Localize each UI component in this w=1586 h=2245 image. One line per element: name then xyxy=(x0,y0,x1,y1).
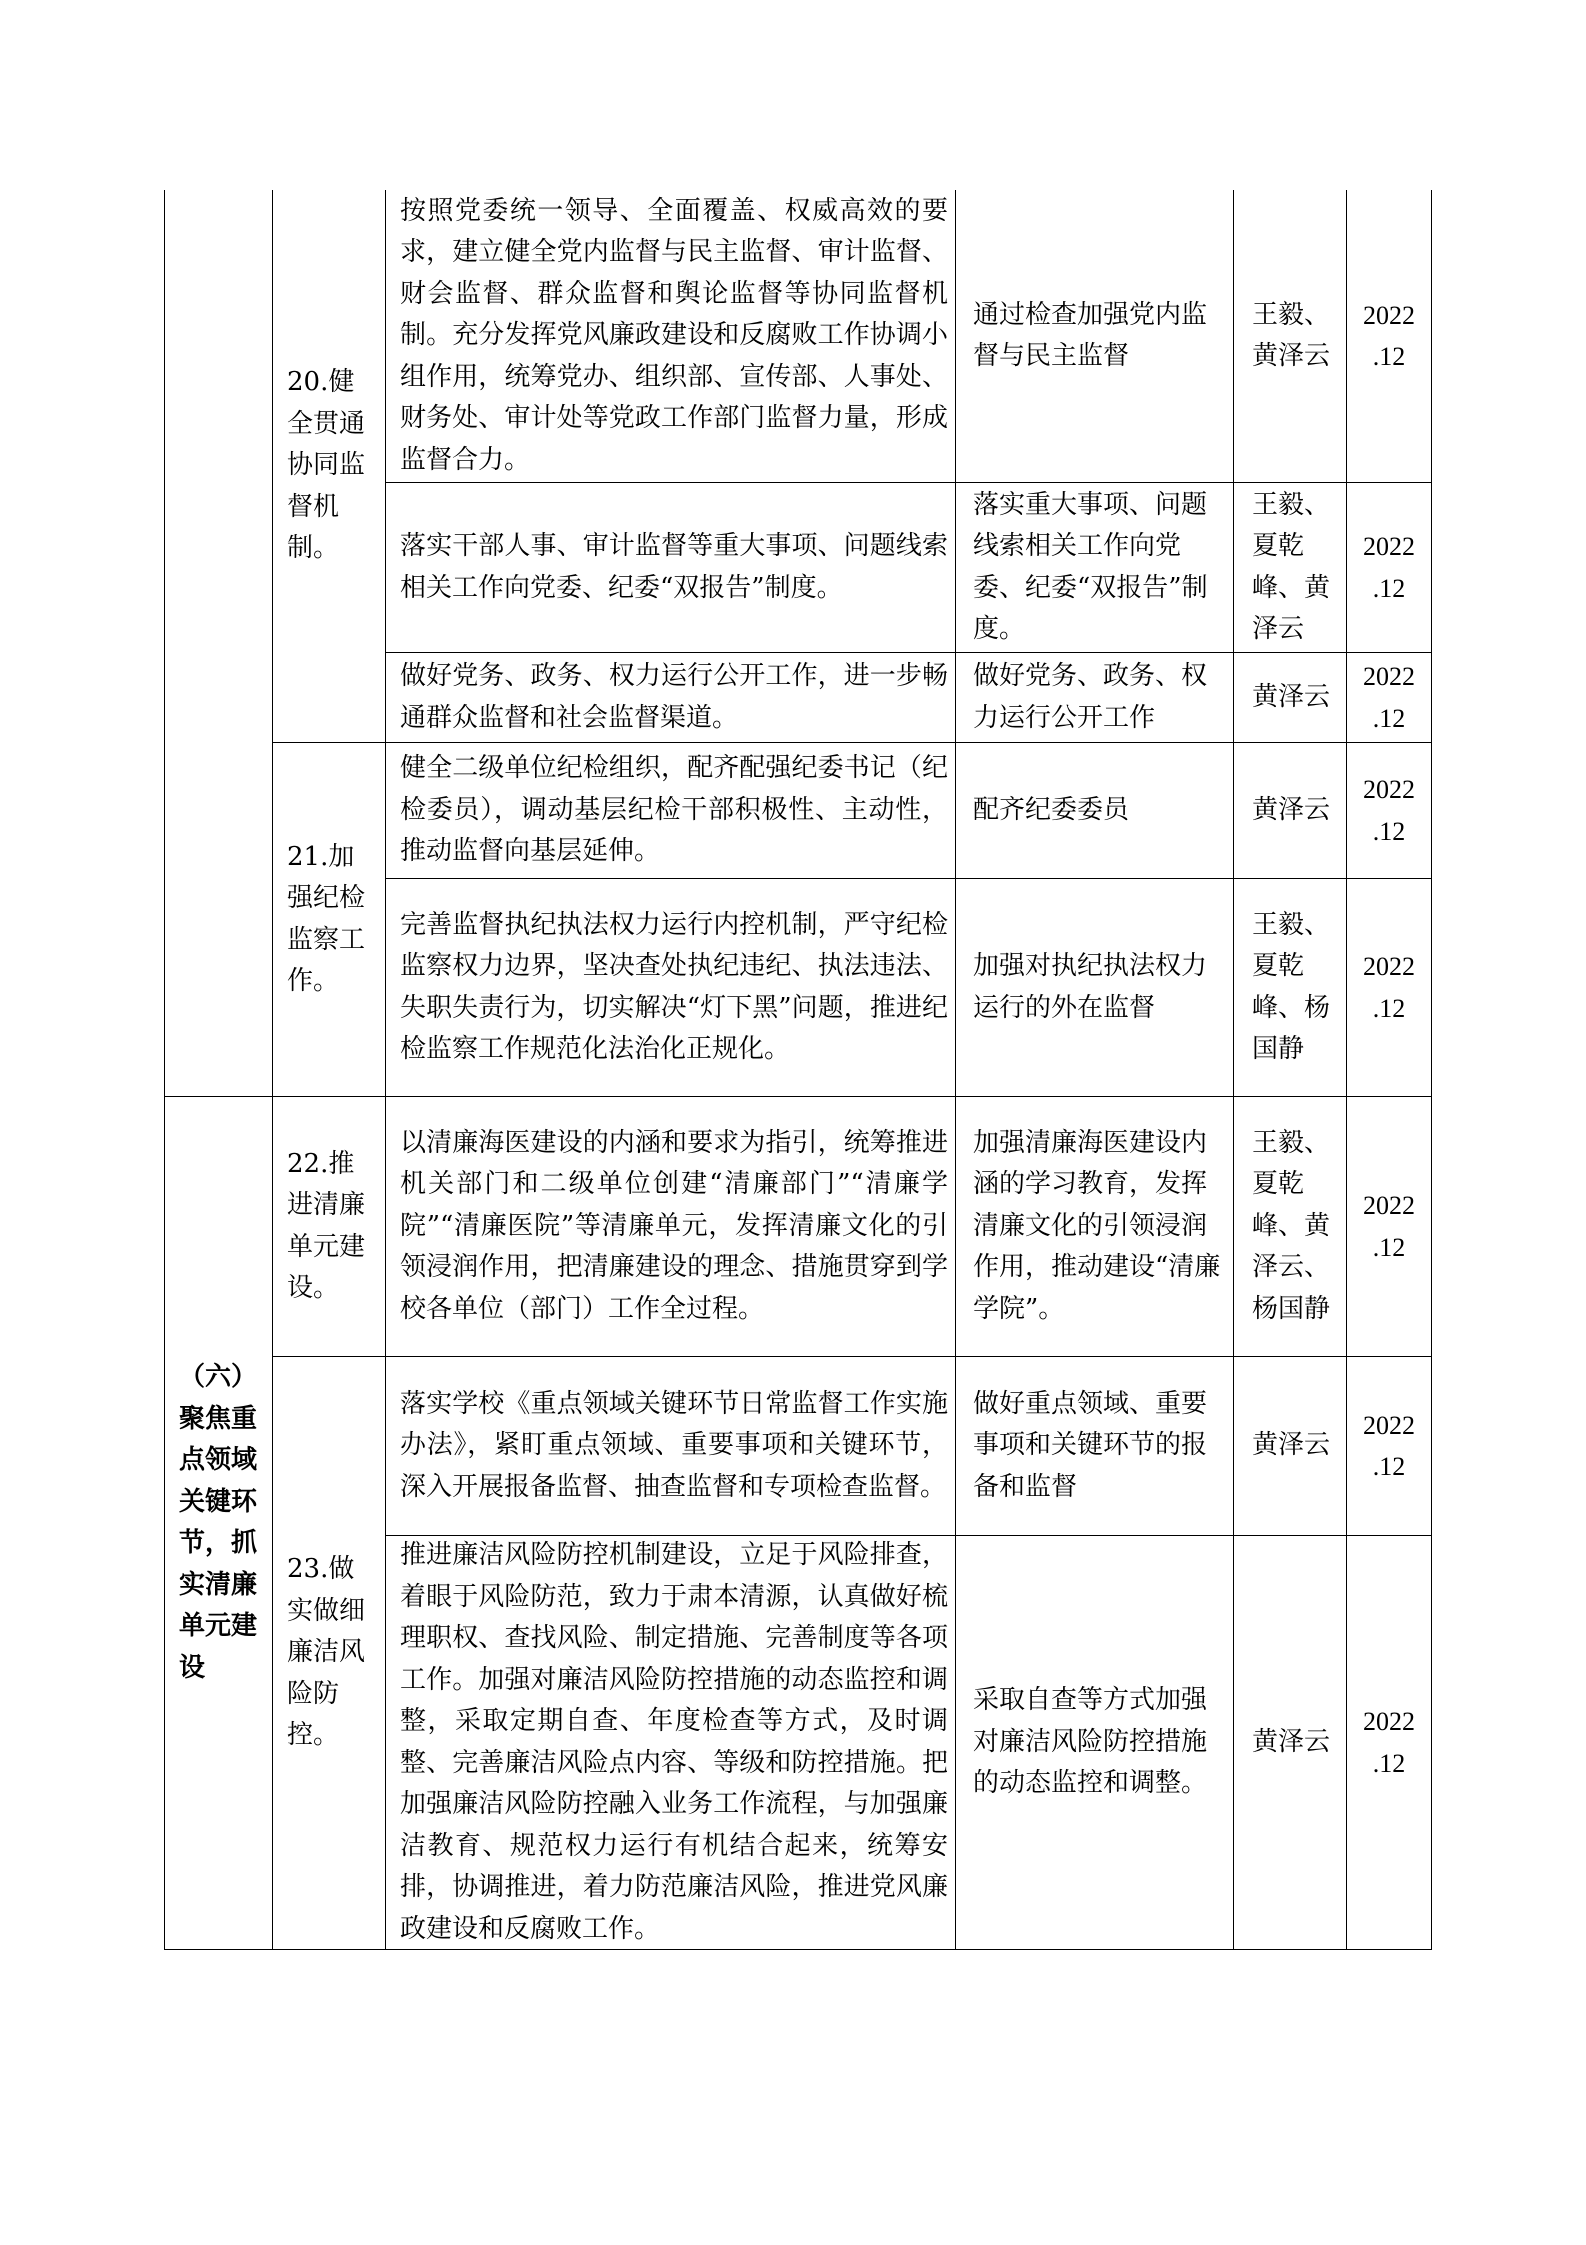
task-20-measure-1-deadline: 2022.12 xyxy=(1363,300,1415,371)
task-20-measure-3-owner: 黄泽云 xyxy=(1252,681,1331,712)
task-20-measure-2-deadline-cell xyxy=(1347,483,1432,653)
task-23-measure-1-target-cell xyxy=(956,1357,1234,1536)
task-20-measure-2-target-cell xyxy=(956,483,1234,653)
task-21-measure-2-target-cell xyxy=(956,879,1234,1097)
task-21-measure-1-deadline-cell xyxy=(1347,743,1432,879)
task-20-measure-1-target-cell xyxy=(956,190,1234,483)
task-22-measure-1-deadline-cell xyxy=(1347,1097,1432,1357)
task-21-measure-2-owner: 王毅、夏乾峰、杨国静 xyxy=(1252,909,1331,1064)
task-20-measure-3-owner-cell xyxy=(1234,653,1347,743)
task-20-measure-2-owner-cell xyxy=(1234,483,1347,653)
task-20-measure-1-deadline-cell xyxy=(1347,190,1432,483)
task-21-measure-1-deadline: 2022.12 xyxy=(1363,775,1415,846)
task-21-measure-2-content-cell xyxy=(386,879,956,1097)
task-22-cell xyxy=(273,1097,386,1357)
task-20-measure-3-content-cell xyxy=(386,653,956,743)
task-21-measure-2-owner-cell xyxy=(1234,879,1347,1097)
task-20-measure-1-owner: 王毅、黄泽云 xyxy=(1252,299,1331,371)
task-23-measure-1-deadline-cell xyxy=(1347,1357,1432,1536)
task-20-measure-2-owner: 王毅、夏乾峰、黄泽云 xyxy=(1252,489,1331,644)
task-20-measure-2-target: 落实重大事项、问题线索相关工作向党委、纪委“双报告”制度。 xyxy=(973,489,1208,644)
task-22-title: 22.推进清廉单元建设。 xyxy=(287,1148,366,1303)
task-20-measure-2-content-cell xyxy=(386,483,956,653)
task-23-measure-1-target: 做好重点领域、重要事项和关键环节的报备和监督 xyxy=(973,1388,1208,1502)
task-23-title: 23.做实做细廉洁风险防控。 xyxy=(287,1554,366,1751)
task-21-measure-1-owner: 黄泽云 xyxy=(1252,794,1331,825)
task-22-measure-1-target: 加强清廉海医建设内涵的学习教育，发挥清廉文化的引领浸润作用，推动建设“清廉学院”。 xyxy=(973,1127,1221,1324)
task-23-measure-1-owner: 黄泽云 xyxy=(1252,1430,1331,1461)
task-20-measure-1-owner-cell xyxy=(1234,190,1347,483)
task-23-measure-1-deadline: 2022.12 xyxy=(1363,1410,1415,1481)
task-20-measure-2-content: 落实干部人事、审计监督等重大事项、问题线索相关工作向党委、纪委“双报告”制度。 xyxy=(400,531,948,603)
task-21-measure-1-content-cell xyxy=(386,743,956,879)
task-20-measure-3-target: 做好党务、政务、权力运行公开工作 xyxy=(973,661,1208,733)
task-20-measure-2-deadline: 2022.12 xyxy=(1363,532,1415,603)
task-23-measure-2-target: 采取自查等方式加强对廉洁风险防控措施的动态监控和调整。 xyxy=(973,1685,1208,1799)
section-six-cell xyxy=(164,1097,273,1950)
task-23-measure-1-content: 落实学校《重点领域关键环节日常监督工作实施办法》，紧盯重点领域、重要事项和关键环节，深入开展报备监督、抽查监督和专项检查监督。 xyxy=(400,1388,948,1502)
task-20-title: 20.健全贯通协同监督机制。 xyxy=(287,367,366,564)
task-22-measure-1-content-cell xyxy=(386,1097,956,1357)
task-20-measure-3-deadline-cell xyxy=(1347,653,1432,743)
task-22-measure-1-owner: 王毅、夏乾峰、黄泽云、杨国静 xyxy=(1252,1127,1331,1324)
section-six-title: （六）聚焦重点领域关键环节，抓实清廉单元建设 xyxy=(179,1362,258,1683)
task-23-measure-1-content-cell xyxy=(386,1357,956,1536)
task-23-measure-2-deadline: 2022.12 xyxy=(1363,1707,1415,1778)
task-23-measure-1-owner-cell xyxy=(1234,1357,1347,1536)
task-21-measure-1-owner-cell xyxy=(1234,743,1347,879)
task-21-cell xyxy=(273,743,386,1097)
task-22-measure-1-owner-cell xyxy=(1234,1097,1347,1357)
task-21-measure-2-deadline-cell xyxy=(1347,879,1432,1097)
task-23-measure-2-deadline-cell xyxy=(1347,1536,1432,1950)
task-23-measure-2-target-cell xyxy=(956,1536,1234,1950)
task-23-measure-2-owner: 黄泽云 xyxy=(1252,1726,1331,1757)
task-20-cell xyxy=(273,190,386,743)
task-21-measure-2-content: 完善监督执纪执法权力运行内控机制，严守纪检监察权力边界，坚决查处执纪违纪、执法违法、失职失责行为，切实解决“灯下黑”问题，推进纪检监察工作规范化法治化正规化。 xyxy=(400,909,948,1064)
task-20-measure-1-target: 通过检查加强党内监督与民主监督 xyxy=(973,299,1208,371)
task-20-measure-3-content: 做好党务、政务、权力运行公开工作，进一步畅通群众监督和社会监督渠道。 xyxy=(400,661,948,733)
task-21-measure-2-target: 加强对执纪执法权力运行的外在监督 xyxy=(973,951,1208,1023)
task-20-measure-1-content-cell xyxy=(386,190,956,483)
task-23-measure-2-content: 推进廉洁风险防控机制建设，立足于风险排查，着眼于风险防范，致力于肃本清源，认真做好梳理职权、查找风险、制定措施、完善制度等各项工作。加强对廉洁风险防控措施的动态监控和调整，采取定期自查、年度检查等方式，及时调整、完善廉洁风险点内容、等级和防控措施。把加强廉洁风险防控融入业务工作流程，与加强廉洁教育、规范权力运行有机结合起来，统筹安排，协调推进，着力防范廉洁风险，推进党风廉政建设和反腐败工作。 xyxy=(400,1540,948,1944)
task-23-measure-2-owner-cell xyxy=(1234,1536,1347,1950)
task-22-measure-1-target-cell xyxy=(956,1097,1234,1357)
section-cell-continued xyxy=(164,190,273,1097)
task-21-measure-2-deadline: 2022.12 xyxy=(1363,952,1415,1023)
task-21-measure-1-content: 健全二级单位纪检组织，配齐配强纪委书记（纪检委员），调动基层纪检干部积极性、主动性，推动监督向基层延伸。 xyxy=(400,753,948,867)
task-21-measure-1-target-cell xyxy=(956,743,1234,879)
task-20-measure-1-content: 按照党委统一领导、全面覆盖、权威高效的要求，建立健全党内监督与民主监督、审计监督、财会监督、群众监督和舆论监督等协同监督机制。充分发挥党风廉政建设和反腐败工作协调小组作用，统筹党办、组织部、宣传部、人事处、财务处、审计处等党政工作部门监督力量，形成监督合力。 xyxy=(400,195,948,475)
task-21-measure-1-target: 配齐纪委委员 xyxy=(973,794,1130,825)
task-22-measure-1-deadline: 2022.12 xyxy=(1363,1191,1415,1262)
task-23-measure-2-content-cell xyxy=(386,1536,956,1950)
task-23-cell xyxy=(273,1357,386,1950)
task-20-measure-3-deadline: 2022.12 xyxy=(1363,662,1415,733)
task-20-measure-3-target-cell xyxy=(956,653,1234,743)
task-21-title: 21.加强纪检监察工作。 xyxy=(287,841,366,996)
task-22-measure-1-content: 以清廉海医建设的内涵和要求为指引，统筹推进机关部门和二级单位创建“清廉部门”“清廉学院”“清廉医院”等清廉单元，发挥清廉文化的引领浸润作用，把清廉建设的理念、措施贯穿到学校各单位（部门）工作全过程。 xyxy=(400,1127,948,1324)
